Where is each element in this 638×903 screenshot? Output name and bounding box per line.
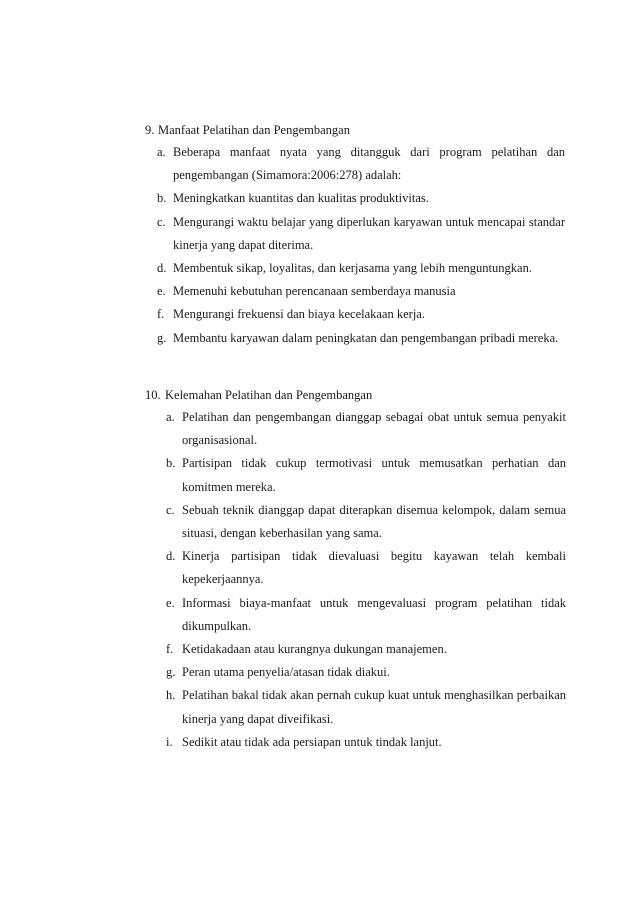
item-letter: f.: [166, 642, 174, 657]
list-item: [157, 280, 565, 303]
list-item: [157, 211, 565, 257]
benefit-list: [157, 141, 565, 350]
section-number: 9.: [145, 123, 155, 137]
item-text: Pelatihan dan pengembangan dianggap sebagai obat untuk semua penyakit organisasional.: [182, 410, 566, 448]
item-text: Memenuhi kebutuhan perencanaan semberdaya manusia: [173, 284, 456, 299]
list-item: [166, 452, 566, 498]
item-text: Partisipan tidak cukup termotivasi untuk memusatkan perhatian dan komitmen mereka.: [182, 456, 566, 494]
item-text: Peran utama penyelia/atasan tidak diakui.: [182, 665, 390, 680]
section-heading: [145, 384, 550, 406]
item-letter: c.: [166, 502, 175, 517]
item-letter: a.: [157, 145, 166, 159]
list-item: [166, 684, 566, 730]
list-item: [166, 638, 566, 661]
list-item: [166, 499, 566, 545]
item-text: Membantu karyawan dalam peningkatan dan pengembangan pribadi mereka.: [173, 330, 559, 345]
item-letter: b.: [157, 191, 167, 206]
list-item: [157, 257, 565, 280]
list-item: [166, 592, 566, 638]
section-number: 10.: [145, 388, 161, 402]
item-text: Sebuah teknik dianggap dapat diterapkan disemua kelompok, dalam semua situasi, dengan keberhasilan yang sama.: [182, 502, 566, 541]
section-title: Manfaat Pelatihan dan Pengembangan: [158, 123, 350, 137]
item-text: Pelatihan bakal tidak akan pernah cukup kuat untuk menghasilkan perbaikan kinerja yang dapat diveifikasi.: [182, 688, 566, 726]
item-letter: c.: [157, 214, 166, 229]
list-item: [166, 406, 566, 452]
item-letter: b.: [166, 456, 176, 471]
item-text: Kinerja partisipan tidak dievaluasi begitu kayawan telah kembali kepekerjaannya.: [182, 549, 566, 587]
section-heading: [145, 119, 550, 141]
item-text: Membentuk sikap, loyalitas, dan kerjasama yang lebih menguntungkan.: [173, 261, 532, 276]
item-letter: h.: [166, 688, 176, 703]
item-text: Mengurangi waktu belajar yang diperlukan karyawan untuk mencapai standar kinerja yang dapat diterima.: [173, 214, 565, 252]
list-item: [157, 327, 565, 350]
section-manfaat: [145, 119, 565, 350]
weakness-list: [166, 406, 566, 754]
list-item: [166, 731, 566, 754]
item-letter: f.: [157, 307, 165, 322]
item-letter: d.: [166, 549, 176, 564]
list-item: [157, 141, 565, 187]
item-text: Beberapa manfaat nyata yang ditangguk dari program pelatihan dan pengembangan (Simamora:2006:278) adalah:: [173, 145, 565, 183]
item-text: Informasi biaya-manfaat untuk mengevaluasi program pelatihan tidak dikumpulkan.: [182, 595, 566, 633]
list-item: [157, 303, 565, 326]
item-text: Ketidakadaan atau kurangnya dukungan manajemen.: [182, 642, 447, 657]
section-kelemahan: [145, 384, 566, 754]
list-item: [157, 187, 565, 210]
item-letter: i.: [166, 734, 173, 749]
item-letter: e.: [157, 284, 166, 299]
list-item: [166, 661, 566, 684]
item-letter: g.: [157, 330, 167, 345]
item-letter: d.: [157, 261, 167, 276]
item-text: Mengurangi frekuensi dan biaya kecelakaan kerja.: [173, 307, 425, 322]
item-text: Sedikit atau tidak ada persiapan untuk tindak lanjut.: [182, 734, 442, 749]
item-letter: a.: [166, 410, 175, 424]
item-text: Meningkatkan kuantitas dan kualitas produktivitas.: [173, 191, 429, 206]
list-item: [166, 545, 566, 591]
section-title: Kelemahan Pelatihan dan Pengembangan: [165, 388, 373, 402]
item-letter: g.: [166, 665, 176, 680]
item-letter: e.: [166, 595, 175, 610]
